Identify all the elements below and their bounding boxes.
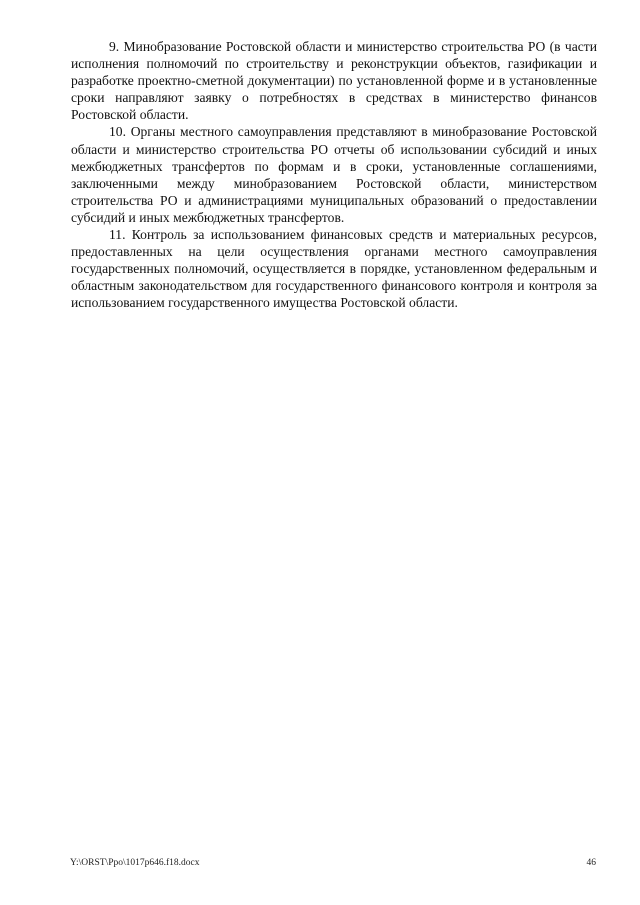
- document-body: [71, 38, 597, 312]
- footer-file-path: Y:\ORST\Ppo\1017p646.f18.docx: [70, 858, 200, 868]
- paragraph-10: 10. Органы местного самоуправления представляют в минобразование Ростовской области и министерство строительства РО отчеты об использовании субсидий и иных межбюджетных трансфертов по формам и в сроки, установленные соглашениями, заключенными между минобразованием Ростовской области, министерством строительства РО и администрациями муниципальных образований о предоставлении субсидий и иных межбюджетных трансфертов.: [71, 124, 597, 225]
- paragraph-11: 11. Контроль за использованием финансовых средств и материальных ресурсов, предоставленных на цели осуществления органами местного самоуправления государственных полномочий, осуществляется в порядке, установленном федеральным и областным законодательством для государственного финансового контроля и контроля за использованием государственного имущества Ростовской области.: [71, 227, 597, 311]
- paragraph-9: 9. Минобразование Ростовской области и министерство строительства РО (в части исполнения полномочий по строительству и реконструкции объектов, газификации и разработке проектно-сметной документации) по установленной форме и в установленные сроки направляют заявку о потребностях в средствах в министерство финансов Ростовской области.: [71, 39, 597, 123]
- page-number: 46: [586, 858, 596, 868]
